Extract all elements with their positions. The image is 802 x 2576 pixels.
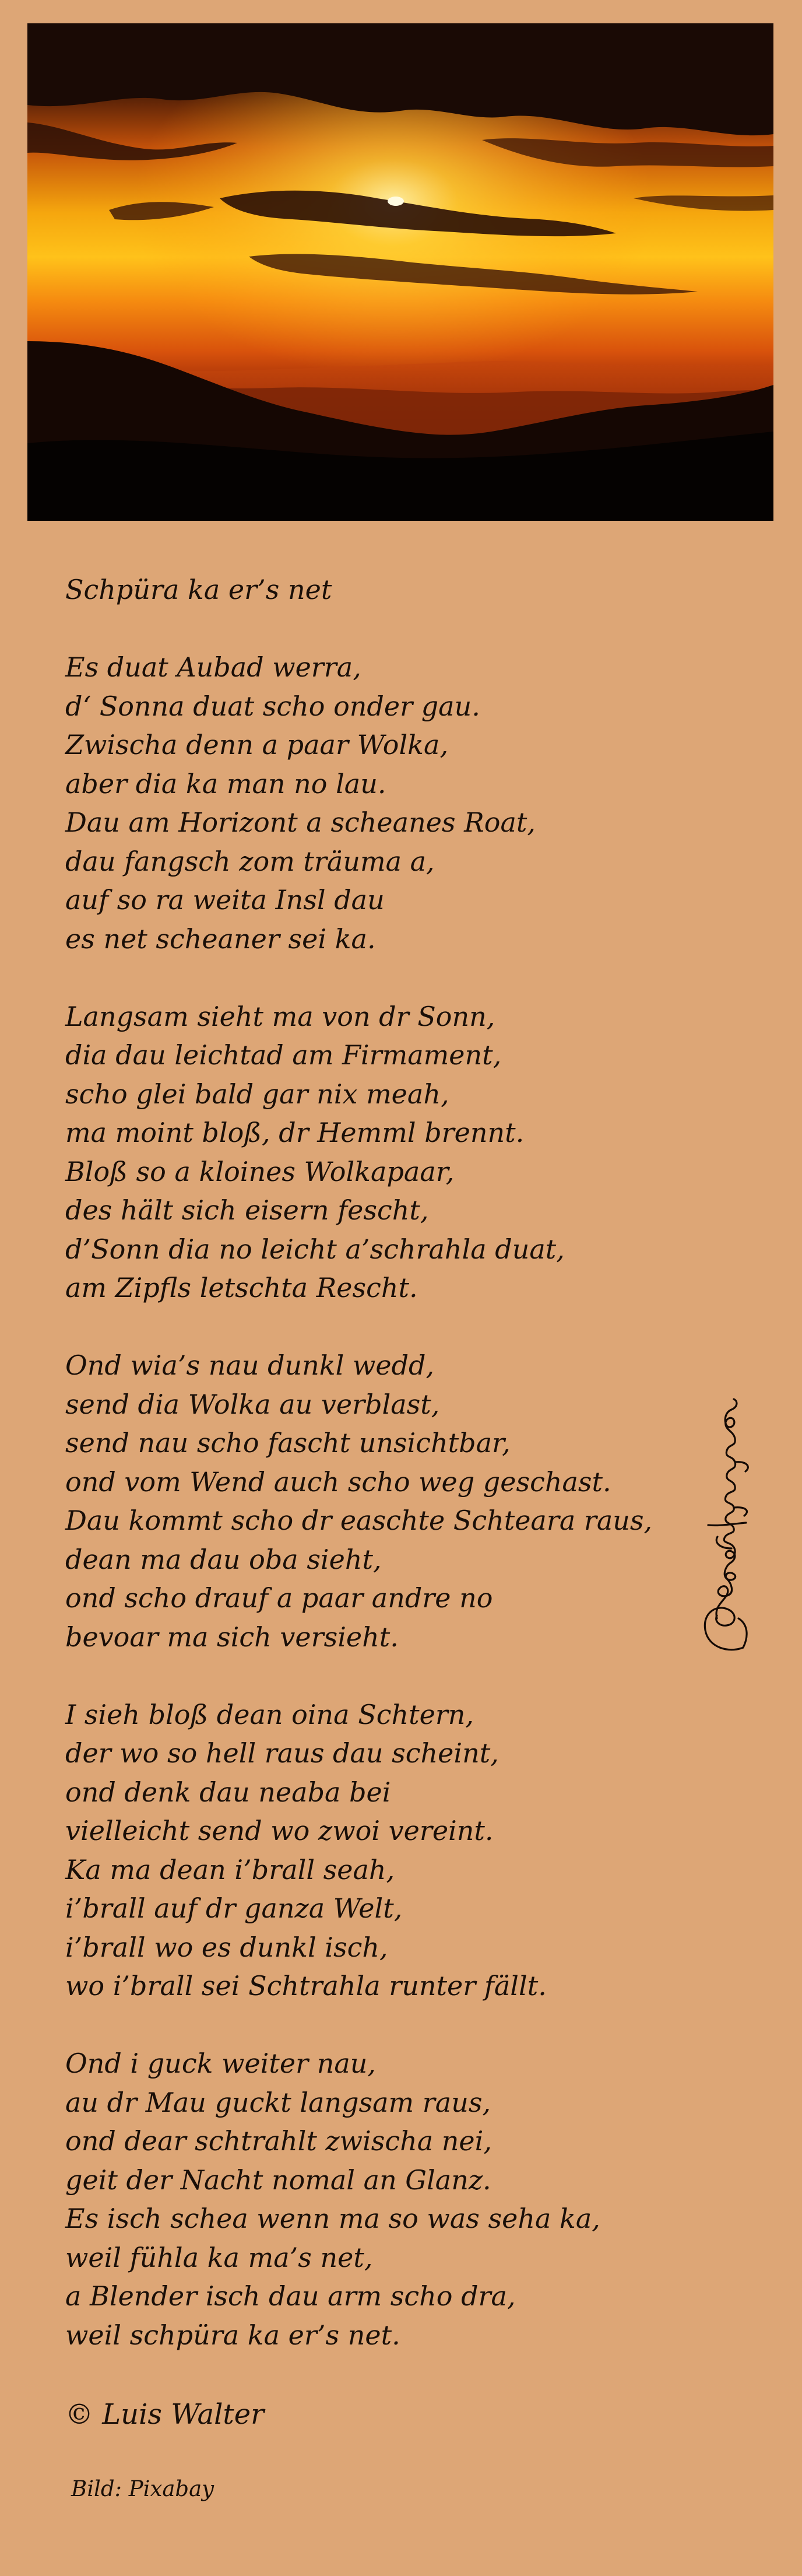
- stanza-2: [65, 997, 648, 1308]
- poem-line: dia dau leichtad am Firmament,: [65, 1039, 502, 1071]
- poem-line: der wo so hell raus dau scheint,: [65, 1737, 499, 1769]
- poem-line: send dia Wolka au verblast,: [65, 1388, 440, 1420]
- poem-line: bevoar ma sich versieht.: [65, 1621, 399, 1653]
- poem-line: au dr Mau guckt langsam raus,: [65, 2086, 491, 2118]
- poem-line: des hält sich eisern fescht,: [65, 1194, 429, 1226]
- poem-line: Dau kommt scho dr easchte Schteara raus,: [65, 1505, 653, 1536]
- poem-line: Zwischa denn a paar Wolka,: [65, 729, 449, 760]
- poem-line: Es duat Aubad werra,: [65, 651, 361, 683]
- poem-line: Es isch schea wenn ma so was seha ka,: [65, 2203, 600, 2234]
- poem-line: auf so ra weita Insl dau: [65, 884, 385, 916]
- stanza-3: [65, 1346, 653, 1656]
- poem-line: Bloß so a kloines Wolkapaar,: [65, 1155, 455, 1187]
- poem-line: send nau scho fascht unsichtbar,: [65, 1427, 511, 1459]
- poem-line: weil schpüra ka er’s net.: [65, 2319, 400, 2351]
- poem: [65, 570, 653, 2354]
- poem-line: d’Sonn dia no leicht a’schrahla duat,: [65, 1233, 565, 1265]
- poem-line: am Zipfls letschta Rescht.: [65, 1272, 418, 1303]
- poem-line: wo i’brall sei Schtrahla runter fällt.: [65, 1970, 547, 2002]
- sunset-photo: [27, 23, 773, 521]
- stanza-5: [65, 2044, 648, 2354]
- poem-line: i’brall wo es dunkl isch,: [65, 1931, 388, 1963]
- poem-line: Ond i guck weiter nau,: [65, 2048, 376, 2079]
- poem-line: d‘ Sonna duat scho onder gau.: [65, 690, 480, 722]
- poem-line: dean ma dau oba sieht,: [65, 1543, 382, 1575]
- poem-line: scho glei bald gar nix meah,: [65, 1078, 449, 1110]
- poem-line: i’brall auf dr ganza Welt,: [65, 1892, 403, 1924]
- poem-line: Ka ma dean i’brall seah,: [65, 1853, 395, 1885]
- stanza-1: [65, 648, 648, 958]
- poem-line: Ond wia’s nau dunkl wedd,: [65, 1350, 435, 1381]
- signature-logo: [673, 1373, 761, 1665]
- poem-line: geit der Nacht nomal an Glanz.: [65, 2164, 491, 2196]
- poem-line: ond scho drauf a paar andre no: [65, 1582, 493, 1614]
- poem-line: ond vom Wend auch scho weg geschast.: [65, 1466, 611, 1498]
- poem-line: I sieh bloß dean oina Schtern,: [65, 1698, 474, 1730]
- copyright: © Luis Walter: [65, 2398, 265, 2431]
- poem-line: ma moint bloß, dr Hemml brennt.: [65, 1117, 525, 1148]
- poem-line: Dau am Horizont a scheanes Roat,: [65, 807, 536, 838]
- poem-line: aber dia ka man no lau.: [65, 767, 386, 800]
- image-credit: Bild: Pixabay: [71, 2476, 214, 2501]
- poem-line: ond dear schtrahlt zwischa nei,: [65, 2125, 492, 2157]
- poem-line: a Blender isch dau arm scho dra,: [65, 2280, 516, 2312]
- poem-line: dau fangsch zom träuma a,: [65, 845, 435, 877]
- poem-line: vielleicht send wo zwoi vereint.: [65, 1815, 494, 1846]
- poem-line: weil fühla ka ma’s net,: [65, 2241, 373, 2273]
- poem-line: Langsam sieht ma von dr Sonn,: [65, 1000, 495, 1032]
- stanza-4: [65, 1695, 648, 2006]
- poem-title: Schpüra ka er’s net: [65, 574, 332, 605]
- poem-line: es net scheaner sei ka.: [65, 923, 376, 955]
- poem-line: ond denk dau neaba bei: [65, 1776, 391, 1808]
